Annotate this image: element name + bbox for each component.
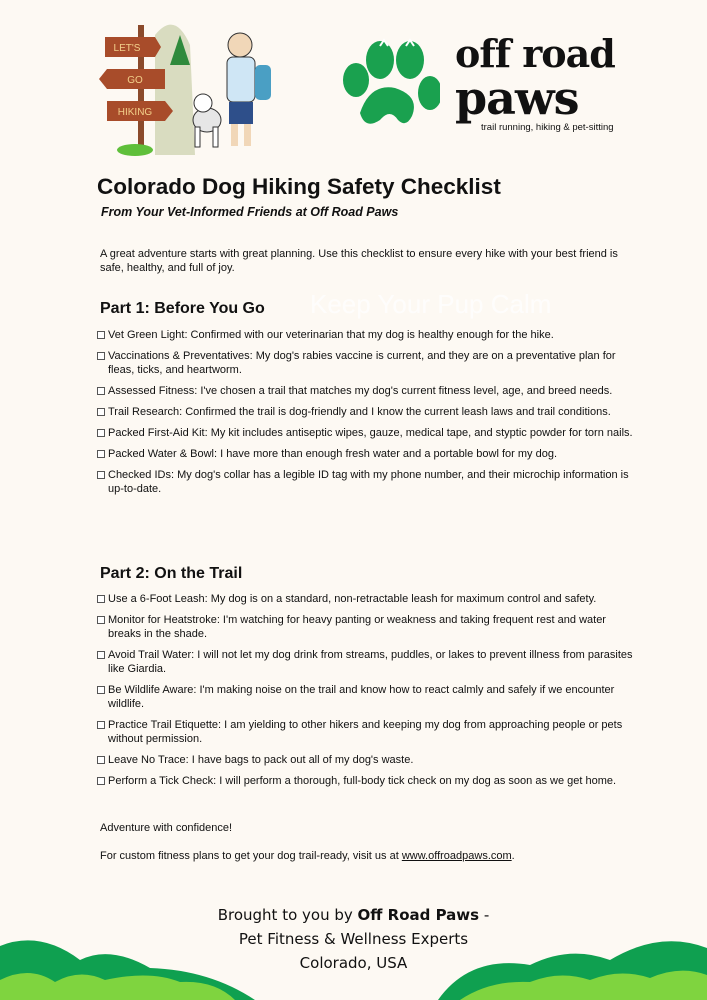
part1-heading: Part 1: Before You Go [100, 300, 265, 317]
checklist-item [97, 328, 637, 342]
page-title: Colorado Dog Hiking Safety Checklist [97, 174, 501, 199]
checklist-item [97, 774, 637, 788]
footer-suffix: - [479, 906, 490, 924]
hill-shape [155, 25, 195, 155]
checkbox[interactable] [97, 429, 105, 437]
sign-lets [105, 37, 161, 57]
checkbox[interactable] [97, 651, 105, 659]
checkbox[interactable] [97, 595, 105, 603]
checklist-item [97, 613, 637, 641]
checklist-item [97, 405, 637, 419]
checklist-item-text: Trail Research: Confirmed the trail is dog-friendly and I know the current leash laws and trail conditions. [108, 406, 611, 418]
brand-wordmark [455, 31, 615, 134]
website-link[interactable]: www.offroadpaws.com [401, 850, 512, 862]
hiking-illustration [95, 15, 285, 160]
svg-text:HIKING: HIKING [117, 107, 153, 118]
footer [0, 903, 707, 975]
checklist-item-text: Practice Trail Etiquette: I am yielding to other hikers and keeping my dog from approaching people or pets without permission. [108, 719, 623, 745]
watermark-text: Keep Your Pup Calm [310, 289, 552, 319]
logo-name-line2: paws [455, 71, 579, 125]
closing-text: Adventure with confidence! [100, 822, 233, 834]
checklist-item-text: Use a 6-Foot Leash: My dog is on a standard, non-retractable leash for maximum control and safety. [108, 593, 597, 605]
checkbox[interactable] [97, 616, 105, 624]
sign-hiking [107, 101, 173, 121]
checklist-item [97, 468, 637, 496]
checkbox[interactable] [97, 408, 105, 416]
checklist-item-text: Packed First-Aid Kit: My kit includes antiseptic wipes, gauze, medical tape, and styptic powder for torn nails. [108, 427, 633, 439]
paw-icon [340, 38, 440, 128]
footer-line3: Colorado, USA [299, 954, 408, 972]
part1-checklist [97, 328, 637, 503]
checklist-item [97, 384, 637, 398]
checkbox[interactable] [97, 352, 105, 360]
checklist-item [97, 648, 637, 676]
checklist-item-text: Leave No Trace: I have bags to pack out all of my dog's waste. [108, 754, 414, 766]
svg-text:LET'S: LET'S [113, 43, 141, 54]
grass [117, 144, 153, 156]
checkbox[interactable] [97, 686, 105, 694]
hiker-and-dog-icon [193, 33, 271, 147]
logo-name-line1: off road [455, 31, 615, 76]
checkbox[interactable] [97, 331, 105, 339]
checklist-item-text: Vaccinations & Preventatives: My dog's rabies vaccine is current, and they are on a preventative plan for fleas, ticks, and heartworm. [108, 350, 616, 376]
checklist-item [97, 447, 637, 461]
checklist-item [97, 349, 637, 377]
checklist-item-text: Assessed Fitness: I've chosen a trail that matches my dog's current fitness level, age, and breed needs. [108, 385, 613, 397]
checklist-item-text: Vet Green Light: Confirmed with our veterinarian that my dog is healthy enough for the hike. [108, 329, 554, 341]
checkbox[interactable] [97, 721, 105, 729]
checklist-item-text: Perform a Tick Check: I will perform a thorough, full-body tick check on my dog as soon as we get home. [108, 775, 617, 787]
checkbox[interactable] [97, 387, 105, 395]
footer-brand: Off Road Paws [357, 906, 480, 924]
intro-paragraph: A great adventure starts with great planning. Use this checklist to ensure every hike with your best friend is safe, healthy, and full of joy. [100, 248, 618, 274]
sign-go [99, 69, 165, 89]
page-subtitle: From Your Vet-Informed Friends at Off Road Paws [101, 205, 399, 219]
part2-heading: Part 2: On the Trail [100, 565, 243, 582]
part2-checklist [97, 592, 637, 795]
checkbox[interactable] [97, 777, 105, 785]
checklist-item-text: Packed Water & Bowl: I have more than enough fresh water and a portable bowl for my dog. [108, 448, 558, 460]
checklist-item-text: Be Wildlife Aware: I'm making noise on the trail and know how to react calmly and safely if we encounter wildlife. [108, 684, 615, 710]
checklist-item-text: Avoid Trail Water: I will not let my dog drink from streams, puddles, or lakes to prevent illness from parasites like Giardia. [108, 649, 633, 675]
footer-line2: Pet Fitness & Wellness Experts [238, 930, 469, 948]
brand-logo [340, 38, 440, 133]
checklist-item [97, 718, 637, 746]
checklist-item [97, 426, 637, 440]
checkbox[interactable] [97, 471, 105, 479]
custom-end: . [511, 850, 515, 862]
checklist-item [97, 683, 637, 711]
checklist-item [97, 753, 637, 767]
checklist-item-text: Monitor for Heatstroke: I'm watching for heavy panting or weakness and taking frequent rest and water breaks in the shade. [108, 614, 606, 640]
custom-plans-text [100, 850, 515, 862]
checkbox[interactable] [97, 756, 105, 764]
checklist-item [97, 592, 637, 606]
custom-text: For custom fitness plans to get your dog trail-ready, visit us at [100, 850, 402, 862]
svg-text:GO: GO [127, 75, 143, 86]
logo-tagline: trail running, hiking & pet-sitting [481, 122, 614, 133]
checklist-item-text: Checked IDs: My dog's collar has a legible ID tag with my phone number, and their microchip information is up-to-date. [108, 469, 629, 495]
footer-prefix: Brought to you by [217, 906, 358, 924]
footer-line1 [0, 903, 707, 927]
checkbox[interactable] [97, 450, 105, 458]
